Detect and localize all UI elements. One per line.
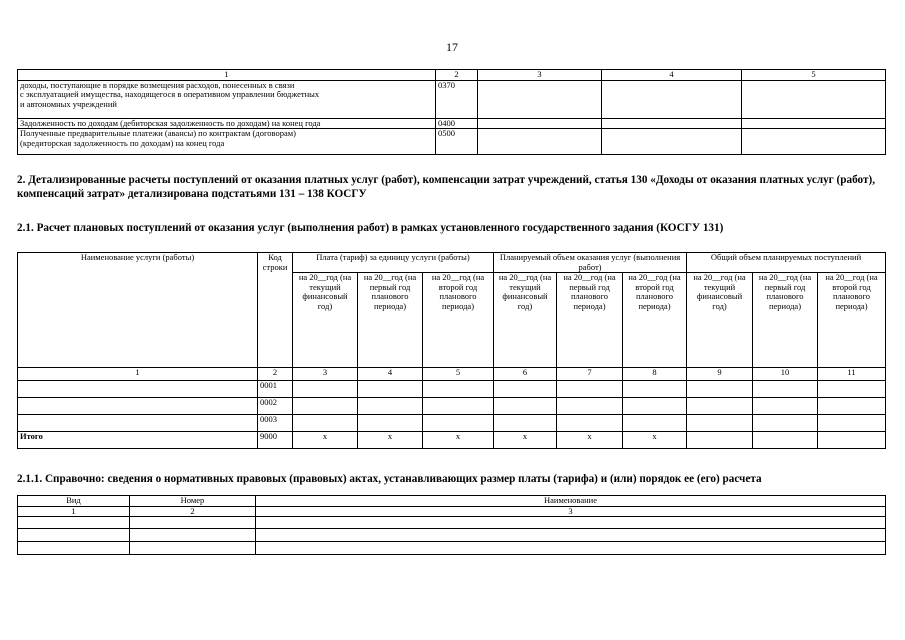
year-first-header: на 20__год (на первый год планового периода): [358, 273, 423, 368]
total-label: Итого: [18, 432, 258, 449]
year-first-header: на 20__год (на первый год планового периода): [753, 273, 818, 368]
table-row: [18, 129, 886, 155]
row-code: 0400: [436, 118, 478, 129]
col-number: 2: [130, 506, 256, 517]
row-label: доходы, поступающие в порядке возмещения расходов, понесенных в связи с эксплуатацией имущества, находящегося в оперативном управлении бюджетных и автономных учреждений: [18, 80, 436, 118]
value-cell: [742, 118, 886, 129]
table-row: [18, 529, 886, 542]
value-cell: [478, 118, 602, 129]
col-number: 1: [18, 506, 130, 517]
col-header: 1: [18, 70, 436, 81]
col-header: Номер: [130, 496, 256, 507]
service-name: [18, 415, 258, 432]
legal-acts-table: [17, 495, 886, 555]
col-number: 5: [423, 368, 494, 381]
year-second-header: на 20__год (на второй год планового периода): [623, 273, 687, 368]
col-number: 4: [358, 368, 423, 381]
x-mark: х: [557, 432, 623, 449]
table-row: [18, 542, 886, 555]
year-second-header: на 20__год (на второй год планового периода): [818, 273, 886, 368]
col-header: 3: [478, 70, 602, 81]
value-cell: [478, 80, 602, 118]
col-number: 1: [18, 368, 258, 381]
column-numbers-row: [18, 506, 886, 517]
col-number: 10: [753, 368, 818, 381]
tariff-group-header: Плата (тариф) за единицу услуги (работы): [293, 253, 494, 273]
row-label: Полученные предварительные платежи (авансы) по контрактам (договорам) (кредиторская задолженность по доходам) на конец года: [18, 129, 436, 155]
value-cell: [602, 129, 742, 155]
row-code: 0001: [258, 381, 293, 398]
col-header: Наименование: [256, 496, 886, 507]
income-table: [17, 69, 886, 155]
service-name: [18, 398, 258, 415]
value-cell: [602, 80, 742, 118]
col-number: 3: [256, 506, 886, 517]
section-2-1-1-heading: 2.1.1. Справочно: сведения о нормативных правовых (правовых) актах, устанавливающих размер платы (тарифа) и (или) порядок ее (его) расчета: [17, 473, 762, 485]
volume-group-header: Планируемый объем оказания услуг (выполнения работ): [494, 253, 687, 273]
col-number: 8: [623, 368, 687, 381]
table-row: [18, 80, 886, 118]
value-cell: [742, 80, 886, 118]
column-numbers-row: [18, 368, 886, 381]
x-mark: х: [623, 432, 687, 449]
row-code-header: Код строки: [258, 253, 293, 368]
x-mark: х: [423, 432, 494, 449]
table-row: [18, 381, 886, 398]
col-number: 9: [687, 368, 753, 381]
service-name-header: Наименование услуги (работы): [18, 253, 258, 368]
col-number: 6: [494, 368, 557, 381]
service-name: [18, 381, 258, 398]
col-number: 2: [258, 368, 293, 381]
table-row: [18, 517, 886, 529]
row-label: Задолженность по доходам (дебиторская задолженность по доходам) на конец года: [18, 118, 436, 129]
col-header: 2: [436, 70, 478, 81]
value-cell: [742, 129, 886, 155]
page-number: 17: [446, 40, 458, 54]
col-number: 7: [557, 368, 623, 381]
table-row: [18, 398, 886, 415]
year-second-header: на 20__год (на второй год планового периода): [423, 273, 494, 368]
col-header: 4: [602, 70, 742, 81]
year-first-header: на 20__год (на первый год планового периода): [557, 273, 623, 368]
row-code: 0003: [258, 415, 293, 432]
section-2-1-heading: 2.1. Расчет плановых поступлений от оказания услуг (выполнения работ) в рамках установленного государственного задания (КОСГУ 131): [17, 222, 724, 234]
col-number: 11: [818, 368, 886, 381]
revenue-group-header: Общий объем планируемых поступлений: [687, 253, 886, 273]
x-mark: х: [358, 432, 423, 449]
x-mark: х: [494, 432, 557, 449]
table-row: [18, 415, 886, 432]
table-row: [18, 118, 886, 129]
x-mark: х: [293, 432, 358, 449]
year-current-header: на 20__год (на текущий финансовый год): [293, 273, 358, 368]
value-cell: [478, 129, 602, 155]
row-code: 0002: [258, 398, 293, 415]
col-header: Вид: [18, 496, 130, 507]
year-current-header: на 20__год (на текущий финансовый год): [494, 273, 557, 368]
col-header: 5: [742, 70, 886, 81]
total-row: [18, 432, 886, 449]
year-current-header: на 20__год (на текущий финансовый год): [687, 273, 753, 368]
row-code: 0370: [436, 80, 478, 118]
col-number: 3: [293, 368, 358, 381]
income-table-header: [18, 70, 886, 81]
total-code: 9000: [258, 432, 293, 449]
value-cell: [602, 118, 742, 129]
legal-acts-header: [18, 496, 886, 507]
services-table: [17, 252, 886, 449]
row-code: 0500: [436, 129, 478, 155]
section-2-heading: 2. Детализированные расчеты поступлений от оказания платных услуг (работ), компенсации затрат учреждений, статья 130 «Доходы от оказания платных услуг (работ), компенсаций затрат» детализирована подстатьями 131 – 138 КОСГУ: [17, 174, 876, 200]
